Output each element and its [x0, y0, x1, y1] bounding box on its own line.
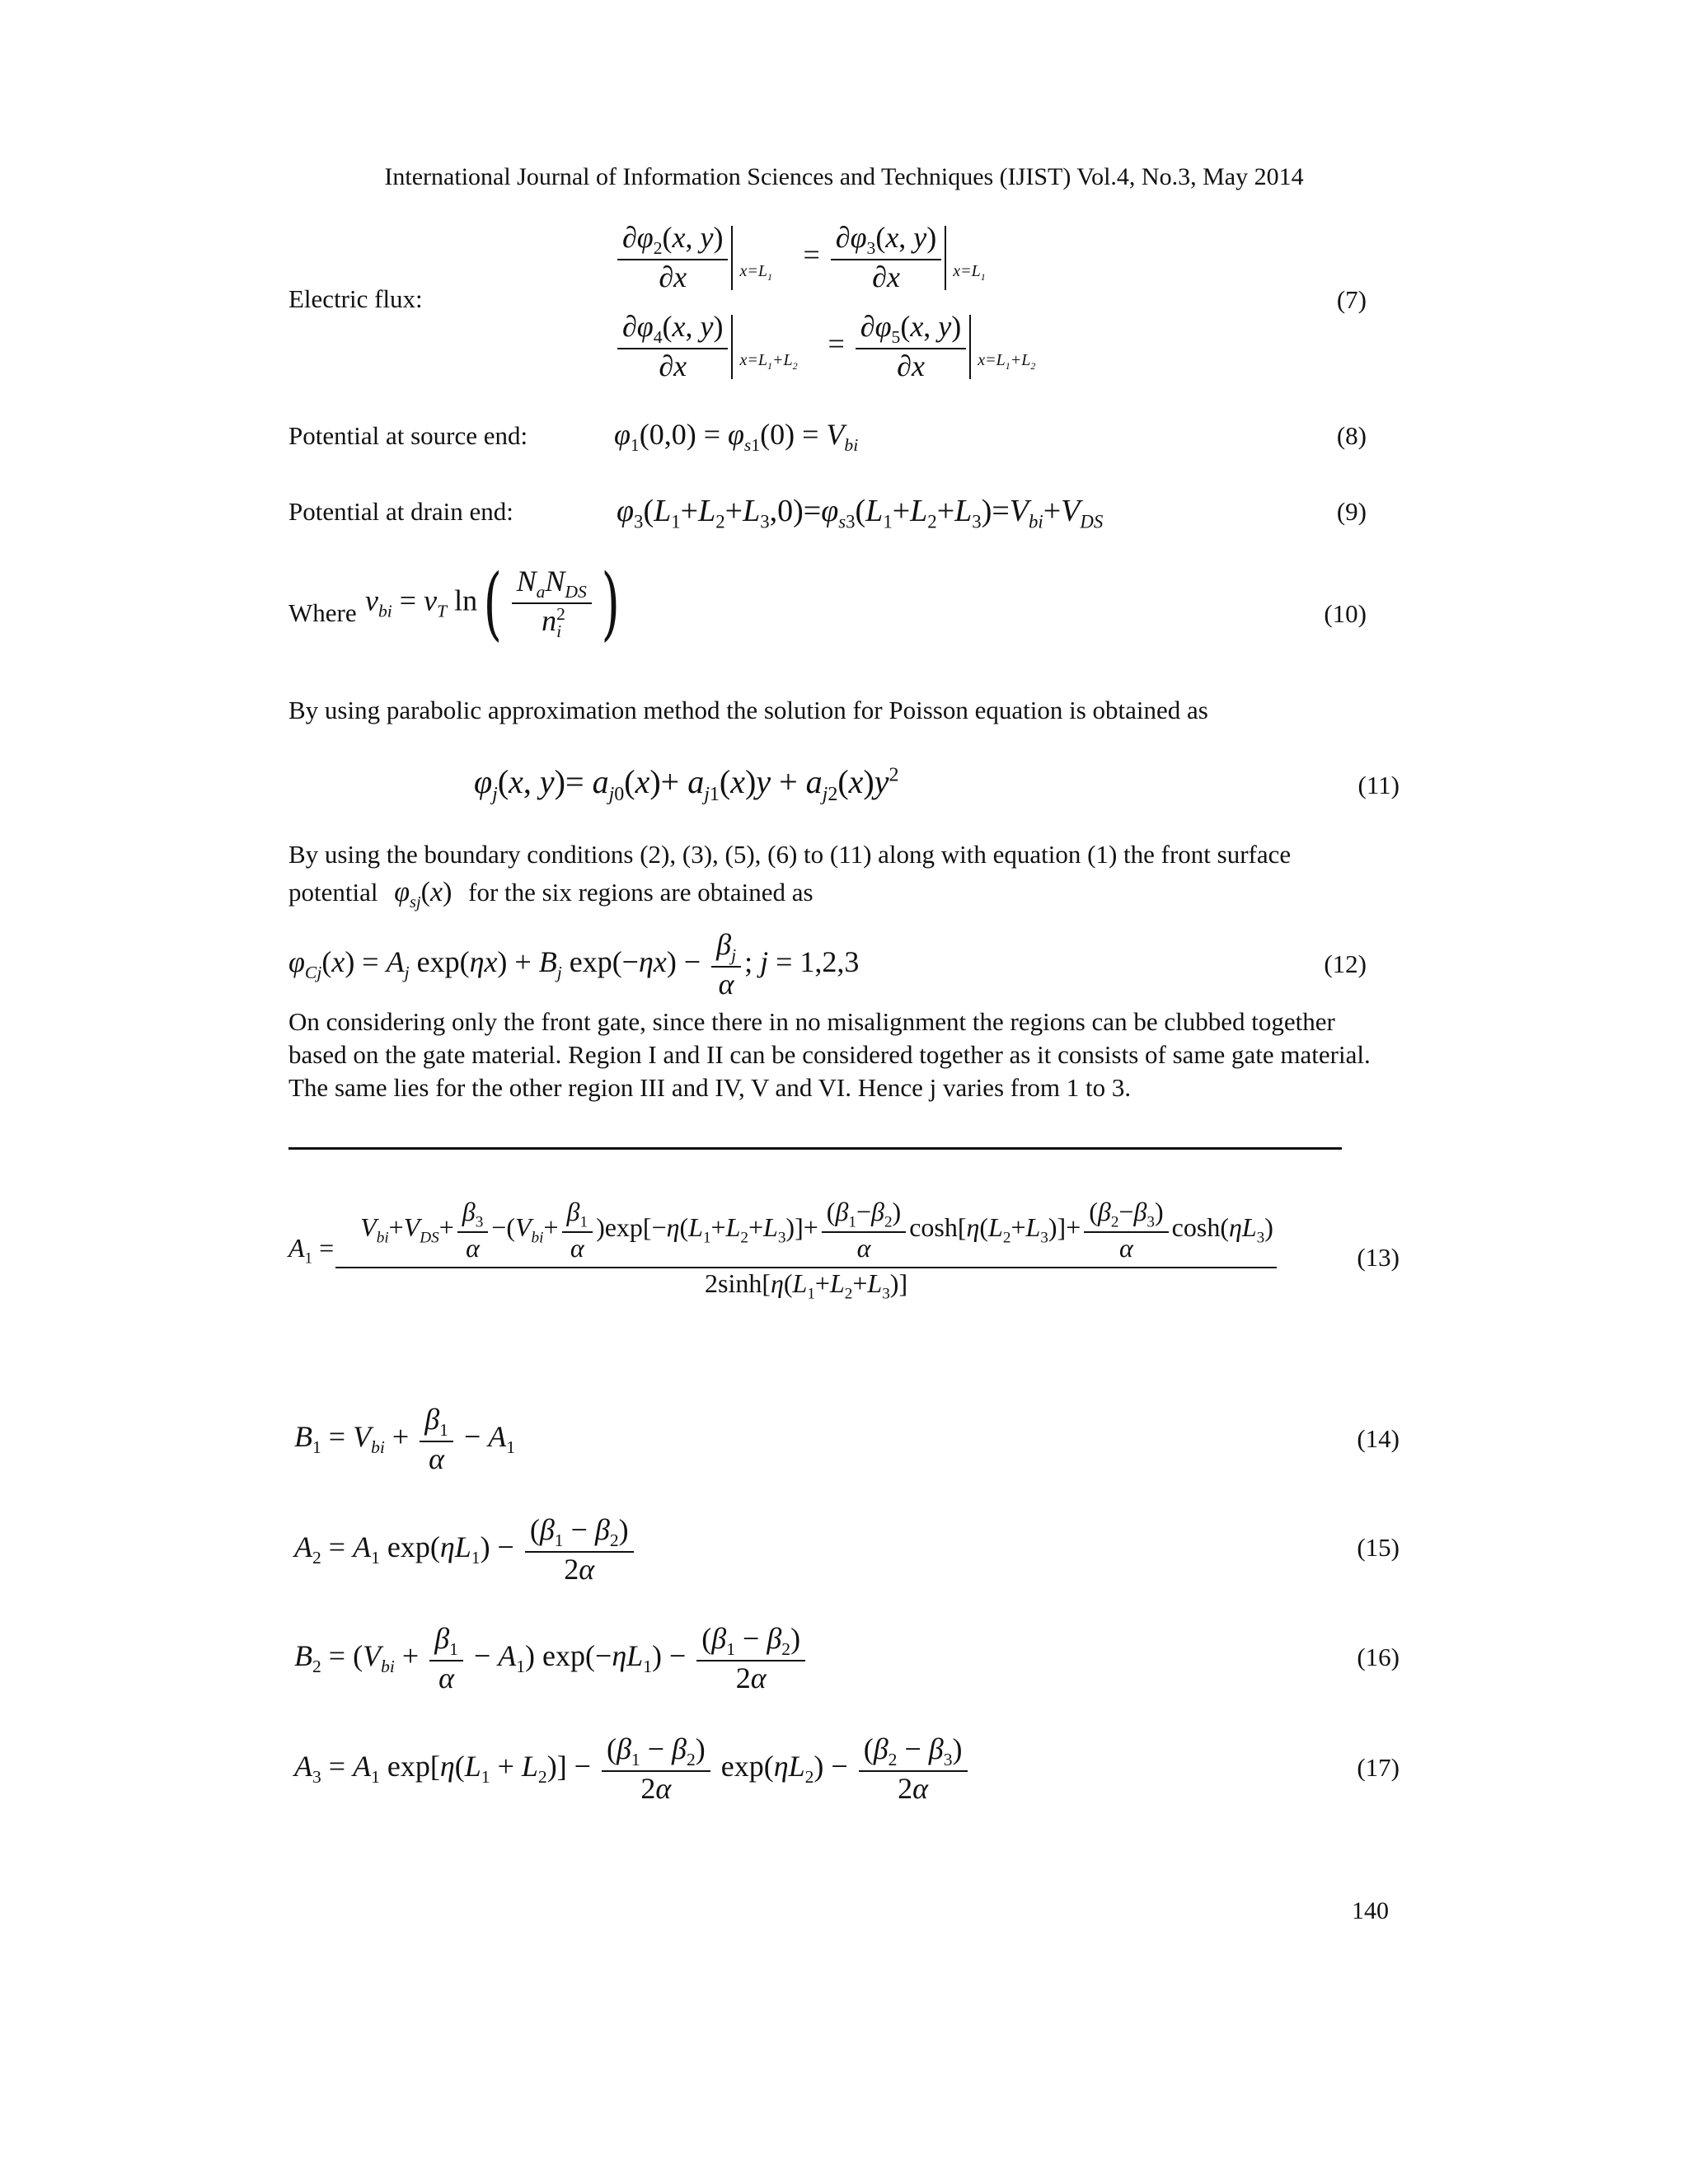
- equation-number: (10): [1324, 599, 1367, 628]
- equation-16: $B_2 = (V_{bi}$ + $\frac{\beta_1}{\alpha}$ − $A_1$) $\exp(-\eta L_1)$ − $\frac{(\beta_1 - \beta_2)}{2\alpha}$: [294, 1622, 809, 1695]
- equation-11: $\varphi_j(x$, $y)= a_{j0}(x)+ a_{j1}(x)y + a_{j2}(x)y^2$: [474, 763, 899, 805]
- label-electric-flux: Electric flux:: [288, 284, 423, 313]
- paragraph-boundary-line2: [288, 875, 814, 913]
- equation-17: $A_3 = A_1$ $\exp[\eta(L_1 + L_2)]$ − $\frac{(\beta_1 - \beta_2)}{2\alpha}$ $\exp(\eta L_2)$ − $\frac{(\beta_2 - \beta_3)}{2\alpha}$: [294, 1732, 971, 1806]
- horizontal-rule: [288, 1147, 1342, 1150]
- journal-header: International Journal of Information Sciences and Techniques (IJIST) Vol.4, No.3, May 2014: [384, 163, 1304, 190]
- equation-number: (8): [1336, 421, 1367, 450]
- equation-15: $A_2 = A_1$ $\exp(\eta L_1)$ − $\frac{(\beta_1 - \beta_2)}{2\alpha}$: [294, 1513, 637, 1586]
- equation-number: (9): [1336, 497, 1367, 526]
- paragraph-boundary-post: for the six regions are obtained as: [468, 878, 814, 907]
- equation-7-line2: $\frac{\partial\varphi_4(x, y)}{\partial x}$ $x=L_1+L_2$ = $\frac{\partial\varphi_5(x, y)}{\partial x}$ $x=L_1+L_2$: [614, 310, 976, 383]
- equation-number: (17): [1357, 1753, 1400, 1782]
- equation-14: $B_1 = V_{bi}$ + $\frac{\beta_1}{\alpha}$ − $A_1$: [294, 1403, 516, 1476]
- paragraph-boundary-pre: potential: [288, 878, 378, 907]
- equation-number: (7): [1336, 285, 1367, 314]
- equation-13: $A_1$ = $V_{bi}+V_{DS}+$ $\frac{\beta_3}{\alpha}$ $-(V_{bi}+$ $\frac{\beta_1}{\alpha}$ )$\exp[-\eta(L_1+L_2+L_3)]+$ $\frac{(\beta_1-\beta_2)}{\alpha}$ $\cosh[\eta(L_2+L_3)]+$ $\frac{(\beta_2-\beta_3)}{\alpha}$ $\cosh(\eta L_3)$ $2\sinh[\eta(L_1+L_2+L_3)]$: [288, 1197, 1280, 1304]
- equation-number: (15): [1357, 1533, 1400, 1562]
- equation-10: $v_{bi} = v_T$ ln( $\frac{N_aN_{DS}}{n^2_i}$ ): [365, 557, 620, 649]
- equation-12: $\varphi_{Cj}(x) = A_j$ $\exp(\eta x) + B_j$ exp(−ηx) − $\frac{\beta_j}{\alpha}$ ; j = 1,2,3: [288, 928, 860, 1001]
- equation-7-line1: $\frac{\partial\varphi_2(x, y)}{\partial x}$ $x=L_1$ = $\frac{\partial\varphi_3(x, y)}{\partial x}$ $x=L_1$: [614, 221, 951, 294]
- equation-number: (13): [1357, 1243, 1400, 1272]
- paragraph-boundary-line1: By using the boundary conditions (2), (3), (5), (6) to (11) along with equation (1) the front surface: [288, 840, 1292, 869]
- equation-number: (11): [1357, 771, 1400, 799]
- equation-9: $\varphi_3(L_1+L_2+L_3,0)=\varphi_{s3}(L_1+L_2+L_3)=V_{bi}+V_{DS}$: [617, 494, 1104, 532]
- inline-phi-sj: $\varphi_{sj}(x)$: [394, 877, 452, 912]
- page-number: 140: [1352, 1897, 1389, 1924]
- equation-8: $\varphi_1(0,0) = \varphi_{s1}(0) = V_{bi}$: [614, 418, 859, 456]
- equation-number: (16): [1357, 1643, 1400, 1671]
- label-drain-end: Potential at drain end:: [288, 497, 513, 526]
- equation-number: (12): [1324, 949, 1367, 978]
- label-source-end: Potential at source end:: [288, 421, 528, 450]
- label-where: Where: [288, 598, 357, 627]
- equation-number: (14): [1357, 1424, 1400, 1453]
- paragraph-front-gate: On considering only the front gate, since there in no misalignment the regions can be clubbed together based on the gate material. Region I and II can be considered together as it consists of same gate material. The same lies for the other region III and IV, V and VI. Hence j varies from 1 to 3.: [288, 1007, 1371, 1102]
- paragraph-parabolic: By using parabolic approximation method the solution for Poisson equation is obtained as: [288, 696, 1208, 724]
